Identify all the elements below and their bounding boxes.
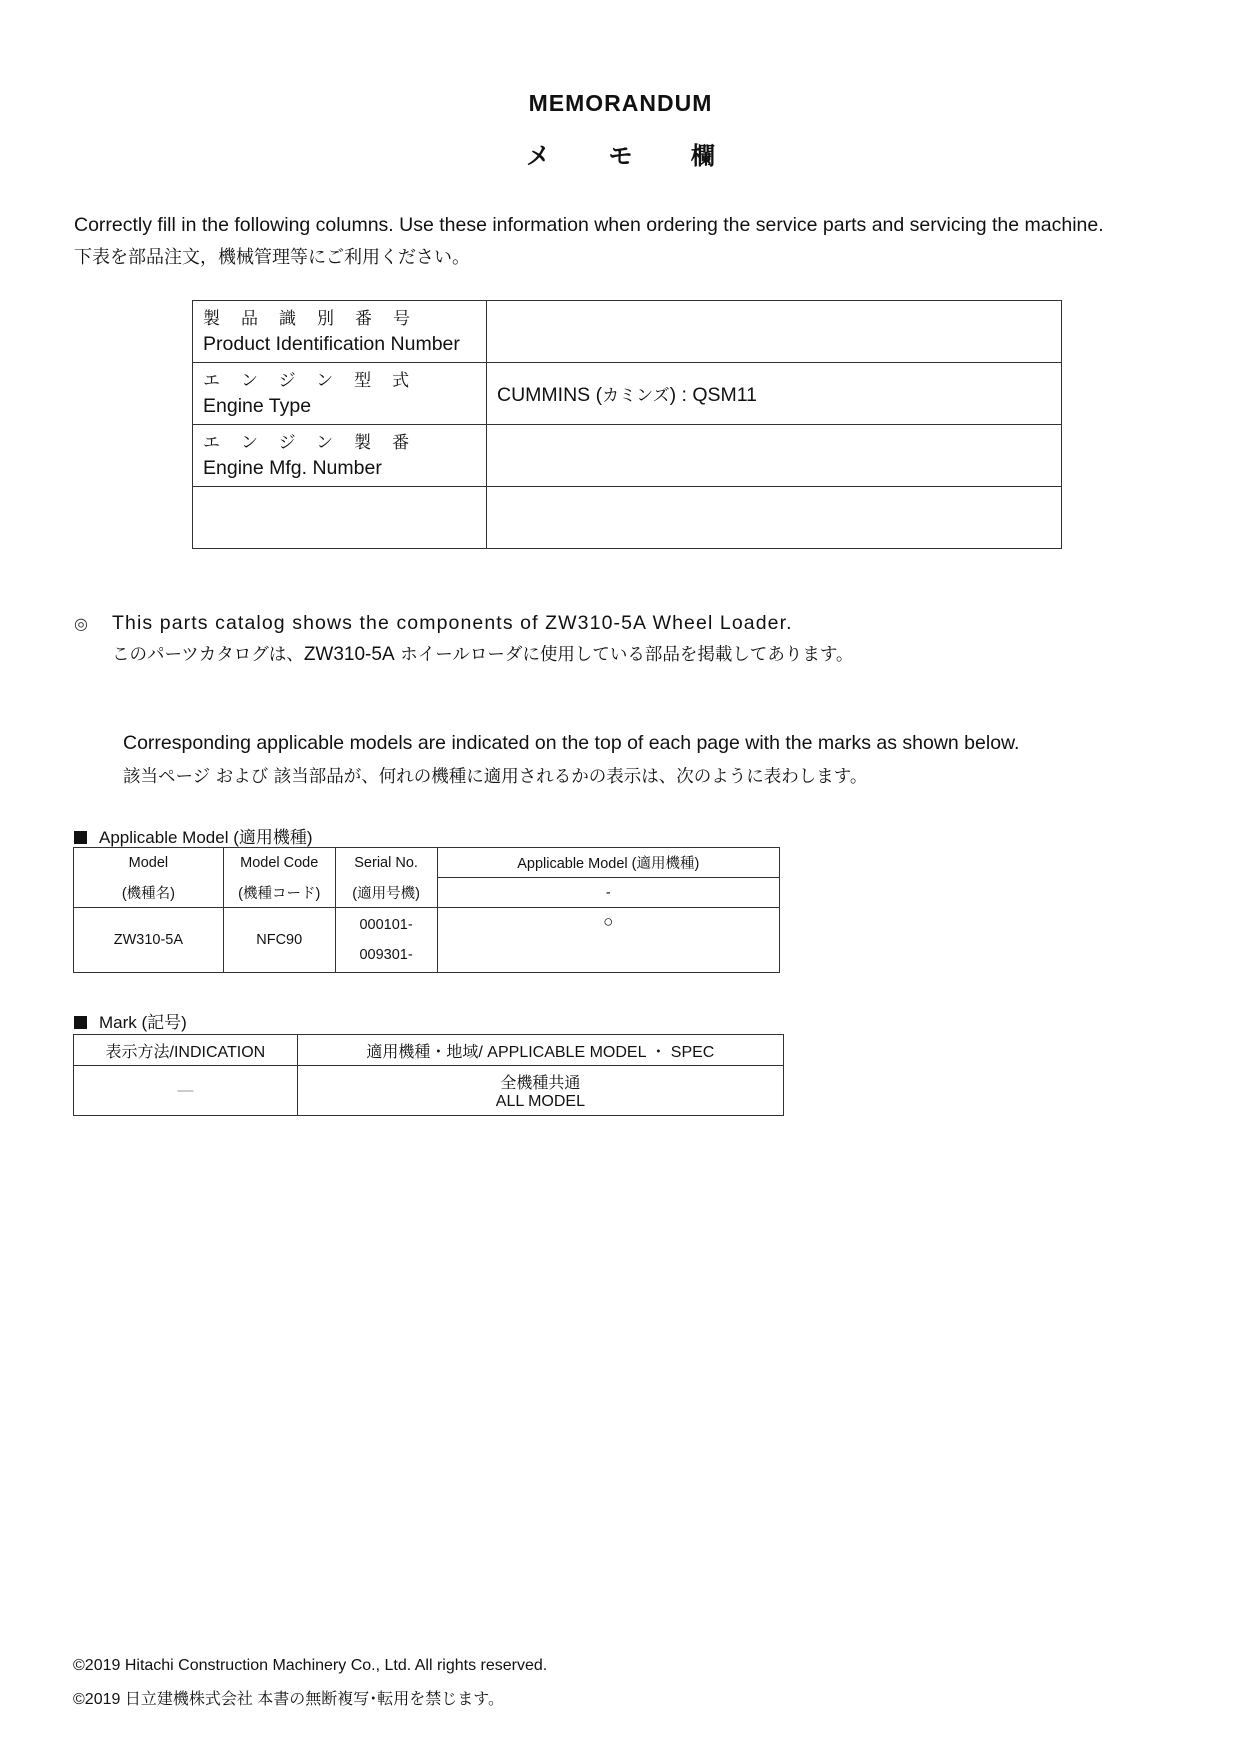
label-en: Engine Type — [203, 394, 312, 417]
square-bullet-icon — [74, 831, 87, 844]
cell-serial — [335, 908, 437, 973]
table-header-row — [74, 848, 780, 878]
note-text-en: This parts catalog shows the components of ZW310-5A Wheel Loader. — [112, 612, 793, 634]
intro-text-ja: 下表を部品注文，機械管理等にご利用ください。 — [74, 247, 470, 268]
square-bullet-icon — [74, 1016, 87, 1029]
copyright-en: ©2019 Hitachi Construction Machinery Co., Ltd. All rights reserved. — [73, 1657, 548, 1674]
row-label — [193, 363, 487, 425]
empty-value-field[interactable] — [487, 487, 1062, 549]
applicable-model-heading-text: Applicable Model (適用機種) — [99, 828, 313, 847]
identification-table — [192, 300, 1062, 549]
corresponding-text-ja: 該当ページ および 該当部品が、何れの機種に適用されるかの表示は、次のように表わします。 — [123, 767, 868, 787]
serial-to: 009301- — [359, 947, 413, 963]
engine-type-prefix: CUMMINS ( — [497, 383, 603, 406]
mark-description — [297, 1066, 783, 1116]
header-indication: 表示方法/INDICATION — [74, 1035, 298, 1066]
product-id-field[interactable] — [487, 301, 1062, 363]
engine-type-suffix: ) : QSM11 — [669, 383, 757, 406]
label-ja: 製品識別番号 — [203, 308, 431, 329]
corresponding-text-en: Corresponding applicable models are indicated on the top of each page with the marks as shown below. — [123, 732, 1020, 754]
header-serial-ja: (適用号機) — [335, 878, 437, 908]
mark-heading — [74, 1008, 187, 1033]
table-header-row — [74, 878, 780, 908]
note-ja-model: ZW310-5A — [303, 644, 395, 665]
label-ja: エンジン型式 — [203, 370, 431, 391]
copyright-ja: ©2019 日立建機株式会社 本書の無断複写･転用を禁じます。 — [73, 1691, 504, 1708]
double-circle-icon: ◎ — [74, 614, 88, 633]
label-en: Engine Mfg. Number — [203, 456, 382, 479]
header-model-code: Model Code — [223, 848, 335, 878]
table-row — [193, 487, 1062, 549]
header-serial: Serial No. — [335, 848, 437, 878]
engine-type-ja: カミンズ — [602, 385, 670, 406]
applicable-circle-mark: ○ — [437, 908, 779, 973]
note-ja-post: ホイールローダに使用している部品を掲載してあります。 — [394, 645, 854, 665]
label-en: Product Identification Number — [203, 332, 460, 355]
page-title-ja — [0, 136, 1241, 171]
applicable-model-heading — [74, 823, 313, 848]
row-label — [193, 425, 487, 487]
mark-heading-text: Mark (記号) — [99, 1013, 187, 1032]
header-model-code-ja: (機種コード) — [223, 878, 335, 908]
mark-description-en: ALL MODEL — [495, 1093, 585, 1110]
header-model: Model — [74, 848, 224, 878]
table-header-row — [74, 1035, 784, 1066]
corresponding-note — [123, 732, 1019, 788]
table-row — [193, 425, 1062, 487]
table-row — [74, 1066, 784, 1116]
header-applicable-spec: 適用機種・地域/ APPLICABLE MODEL ・ SPEC — [297, 1035, 783, 1066]
label-ja: エンジン製番 — [203, 432, 431, 453]
empty-label-field[interactable] — [193, 487, 487, 549]
mark-description-ja: 全機種共通 — [500, 1075, 581, 1092]
applicable-model-table — [73, 847, 780, 973]
header-applicable: Applicable Model (適用機種) — [437, 848, 779, 878]
page-title: MEMORANDUM — [528, 90, 713, 116]
table-row — [74, 908, 780, 973]
table-row — [193, 301, 1062, 363]
catalog-note — [74, 612, 853, 666]
table-row — [193, 363, 1062, 425]
mark-table — [73, 1034, 784, 1116]
note-ja-pre: このパーツカタログは、 — [112, 645, 304, 665]
serial-from: 000101- — [359, 917, 413, 933]
cell-model: ZW310-5A — [74, 908, 224, 973]
engine-type-value — [487, 363, 1062, 425]
title-ja-char: 欄 — [690, 142, 715, 170]
intro-text-en: Correctly fill in the following columns. Use these information when ordering the service parts and servicing the machine. — [74, 214, 1104, 236]
row-label — [193, 301, 487, 363]
title-ja-char: メ — [526, 142, 551, 170]
header-applicable-sub: - — [437, 878, 779, 908]
note-text-ja — [112, 641, 853, 666]
indication-dash: — — [74, 1066, 298, 1116]
title-ja-char: モ — [608, 142, 633, 170]
engine-mfg-number-field[interactable] — [487, 425, 1062, 487]
cell-model-code: NFC90 — [223, 908, 335, 973]
header-model-ja: (機種名) — [74, 878, 224, 908]
